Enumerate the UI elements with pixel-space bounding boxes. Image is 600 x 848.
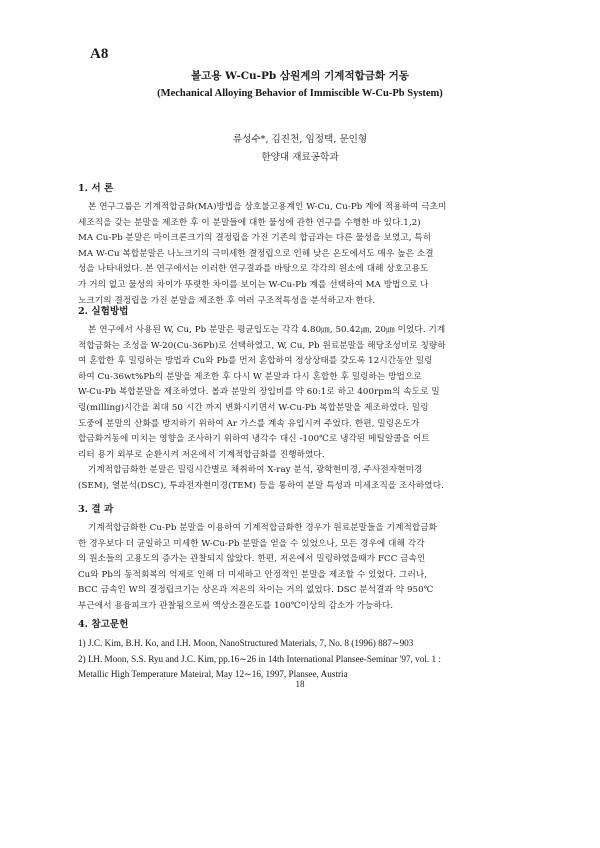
text-line: Cu와 Pb의 동적회복의 억제로 인해 더 미세하고 안정적인 분말을 제조할 수 있었다. 그러나, [78, 569, 428, 580]
text-line: 부근에서 용융피크가 관찰됨으로써 액상소결온도를 100℃이상의 감소가 가능하다. [78, 600, 394, 611]
reference-item: 2) I.H. Moon, S.S. Ryu and J.C. Kim, pp.16∼26 in 14th International Plansee-Seminar '97, vol. 1 : [78, 653, 441, 664]
section-intro [78, 182, 558, 309]
text-line: 링(milling)시간을 최대 50 시간 까지 변화시키면서 W-Cu-Pb 복합분말을 제조하였다. 밀링 [78, 402, 429, 413]
text-line: 세조직을 갖는 분말을 제조한 후 이 분말들에 대한 물성에 관한 연구를 수행한 바 있다.1,2) [78, 217, 421, 228]
text-line: 한 경우보다 더 균일하고 미세한 W-Cu-Pb 분말을 얻을 수 있었으나, 모든 경우에 대해 각각 [78, 538, 425, 549]
section-method [78, 305, 558, 495]
text-line: (SEM), 열분석(DSC), 투과전자현미경(TEM) 등을 통하여 분말 특성과 미세조직을 조사하였다. [78, 480, 444, 491]
affiliation: 한양대 재료공학과 [261, 152, 339, 163]
section-references [78, 618, 558, 683]
section-heading: 2. 실험방법 [78, 306, 129, 317]
text-line: W-Cu-Pb 복합분말을 제조하였다. 볼과 분말의 장입비를 약 60:1로 하고 400rpm의 속도로 밀 [78, 387, 440, 398]
text-line: 적합금화는 조성을 W-20(Cu-36Pb)로 선택하였고, W, Cu, Pb 원료분말을 해당조성비로 칭량하 [78, 340, 446, 351]
reference-list [78, 636, 558, 683]
reference-item: 1) J.C. Kim, B.H. Ko, and I.H. Moon, NanoStructured Materials, 7, No. 8 (1996) 887∼903 [78, 638, 414, 648]
text-line: MA Cu-Pb 분말은 마이크론크기의 결정립을 가진 기존의 합금과는 다른 물성을 보였고, 특히 [78, 233, 432, 244]
section-results [78, 503, 558, 615]
section-body [78, 323, 558, 463]
text-line: 기계적합금화한 분말은 밀링시간별로 채취하여 X-ray 분석, 광학현미경, 주사전자현미경 [88, 465, 423, 476]
section-heading: 3. 결 과 [78, 504, 114, 515]
abstract-code: A8 [90, 46, 109, 62]
authors: 류성수*, 김진천, 임정택, 문인형 [232, 134, 368, 145]
text-line: MA W-Cu 복합분말은 나노크기의 극미세한 결정립으로 인해 낮은 온도에서도 매우 높은 소결 [78, 248, 434, 259]
text-line: 리터 용기 외부로 순환시켜 저온에서 기계적합금화를 진행하였다. [78, 449, 325, 460]
text-line: 노크기의 결정립을 가진 분말을 제조한 후 여러 구조적특성을 분석하고자 한다. [78, 295, 376, 306]
section-heading: 4. 참고문헌 [78, 619, 129, 630]
text-line: BCC 금속인 W의 결정립크기는 상온과 저온의 차이는 거의 없었다. DSC 분석결과 약 950℃ [78, 585, 434, 596]
text-line: 성을 나타내었다. 본 연구에서는 이러한 연구결과를 바탕으로 각각의 원소에 대해 상호고용도 [78, 264, 429, 275]
text-line: 여 혼합한 후 밀링하는 방법과 Cu와 Pb를 먼저 혼합하여 정상상태를 갖도록 12시간동안 밀링 [78, 356, 433, 367]
text-line: 의 원소들의 고용도의 증가는 관찰되지 않았다. 한편, 저온에서 밀링하였을때가 FCC 금속인 [78, 554, 426, 565]
text-line: 합금화거동에 미치는 영향을 조사하기 위하여 냉각수 대신 -100℃로 냉각된 메틸알콜을 어트 [78, 434, 430, 445]
text-line: 본 연구그룹은 기계적합금화(MA)방법을 상호불고용계인 W-Cu, Cu-Pb 계에 적용하여 극초미 [88, 202, 447, 212]
title-korean: 볼고용 W-Cu-Pb 삼원계의 기계적합금화 거동 [191, 70, 409, 82]
reference-item: Metallic High Temperature Mateiral, May 12∼16, 1997, Plansee, Austria [78, 669, 348, 680]
text-line: 기계적합금화한 Cu-Pb 분말을 이용하여 기계적합금화한 경우가 원료분말들을 기계적합금화 [88, 523, 438, 533]
section-body [78, 200, 558, 309]
section-heading: 1. 서 론 [78, 183, 114, 194]
section-body [78, 521, 558, 615]
title-english: (Mechanical Alloying Behavior of Immiscible W-Cu-Pb System) [157, 88, 443, 99]
text-line: 가 거의 없고 물성의 차이가 뚜렷한 차이를 보이는 W-Cu-Pb 계를 선택하여 MA 방법으로 나 [78, 279, 429, 290]
text-line: 본 연구에서 사용된 W, Cu, Pb 분말은 평균입도는 각각 4.80㎛, 50.42㎛, 20㎛ 이었다. 기계 [88, 325, 446, 335]
text-line: 하여 Cu-36wt%Pb의 분말을 제조한 후 다시 W 분말과 다시 혼합한 후 밀링하는 방법으로 [78, 371, 422, 382]
section-body [78, 463, 558, 494]
page-number: 18 [295, 679, 305, 689]
text-line: 도중에 분말의 산화를 방지하기 위하여 Ar 가스를 계속 유입시켜 주었다. 한편, 밀링온도가 [78, 418, 420, 429]
